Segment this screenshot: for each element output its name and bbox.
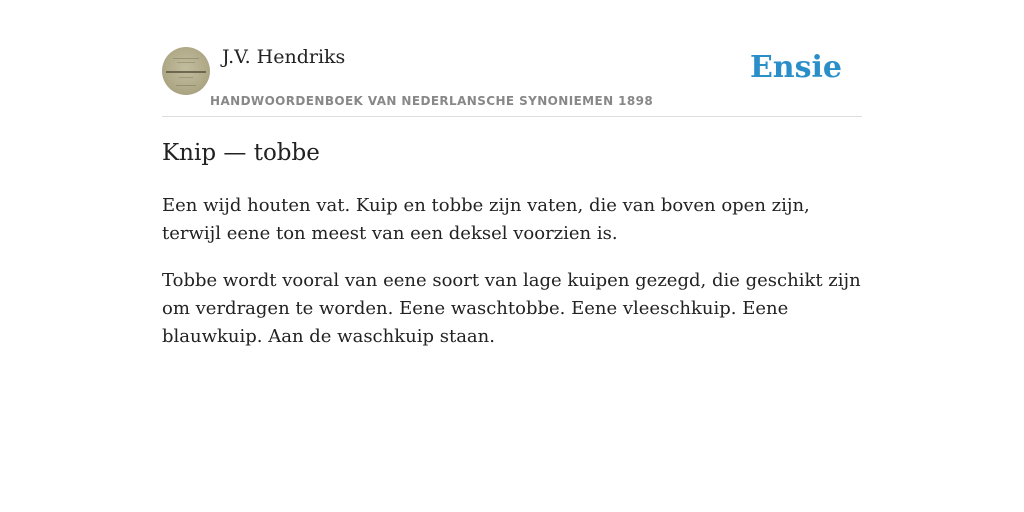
avatar-detail (179, 77, 193, 78)
entry-paragraph: Tobbe wordt vooral van eene soort van lage kuipen gezegd, die geschikt zijn om verdragen te worden. Eene waschtobbe. Eene vleeschkuip. Eene blauwkuip. Aan de waschkuip staan. (162, 270, 861, 347)
avatar-detail (176, 85, 196, 86)
avatar-detail (177, 62, 195, 63)
brand-logo[interactable]: Ensie (749, 50, 842, 85)
entry-body (162, 192, 862, 370)
entry-paragraph: Een wijd houten vat. Kuip en tobbe zijn vaten, die van boven open zijn, terwijl eene ton meest van een deksel voorzien is. (162, 195, 810, 244)
author-avatar[interactable] (162, 47, 210, 95)
entry-title: Knip — tobbe (162, 140, 320, 166)
avatar-detail (166, 71, 206, 73)
author-name[interactable]: J.V. Hendriks (222, 46, 346, 68)
source-title[interactable]: HANDWOORDENBOEK VAN NEDERLANSCHE SYNONIEMEN 1898 (210, 94, 654, 108)
header (162, 0, 862, 117)
avatar-detail (173, 58, 199, 59)
